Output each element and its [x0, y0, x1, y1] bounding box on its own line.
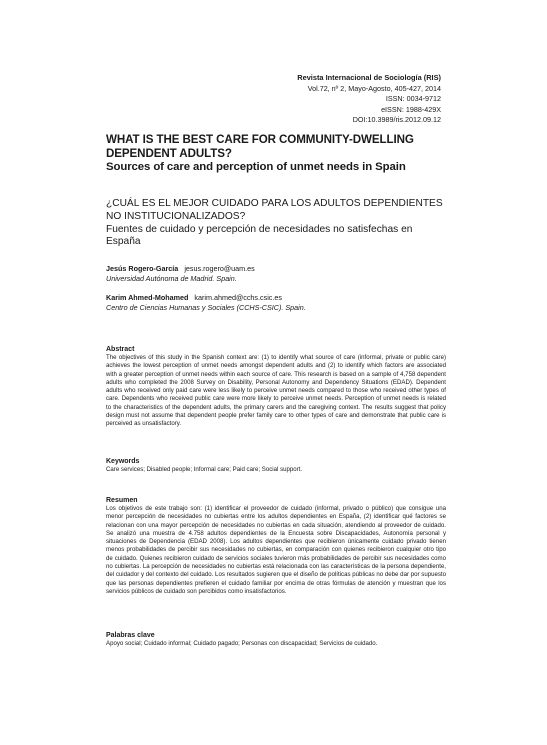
author-name: Jesús Rogero-García	[106, 264, 179, 273]
journal-eissn: eISSN: 1988-429X	[381, 104, 441, 114]
title-main: WHAT IS THE BEST CARE FOR COMMUNITY-DWELLING DEPENDENT ADULTS?	[106, 133, 414, 160]
palabras-clave-section	[106, 631, 446, 648]
abstract-heading: Abstract	[106, 346, 135, 353]
palabras-clave-text: Apoyo social; Cuidado informal; Cuidado pagado; Personas con discapacidad; Servicios de cuidado.	[106, 640, 378, 647]
author-2	[106, 293, 446, 303]
author-1	[106, 264, 446, 274]
palabras-clave-heading: Palabras clave	[106, 632, 155, 639]
journal-header	[297, 73, 441, 126]
author-affiliation: Centro de Ciencias Humanas y Sociales (CCHS-CSIC). Spain.	[106, 303, 306, 312]
author-name: Karim Ahmed-Mohamed	[106, 293, 189, 302]
journal-name: Revista Internacional de Sociología (RIS)	[297, 73, 441, 82]
author-email[interactable]: karim.ahmed@cchs.csic.es	[194, 293, 282, 302]
author-email[interactable]: jesus.rogero@uam.es	[184, 264, 255, 273]
journal-volume: Vol.72, nº 2, Mayo-Agosto, 405-427, 2014	[307, 83, 441, 93]
keywords-text: Care services; Disabled people; Informal care; Paid care; Social support.	[106, 466, 303, 473]
resumen-text: Los objetivos de este trabajo son: (1) identificar el proveedor de cuidado (informal, privado o público) que consigue una menor percepción de necesidades no cubiertas entre los adultos dependientes en España, (2) identificar qué factores se relacionan con una mayor percepción de necesidades no cubiertas en cada situación, atendiendo al proveedor de cuidado. Se analizó una muestra de 4.758 adultos dependientes de la Encuesta sobre Discapacidades, Autonomía personal y situaciones de Dependencia (EDAD 2008). Los adultos dependientes que recibieron únicamente cuidado privado tienen menos probabilidades de percibir sus necesidades no cubiertas, en comparación con quienes recibieron cualquier otro tipo de cuidado. Quienes recibieron cuidado de servicios sociales tuvieron más probabilidades de percibir sus necesidades como no cubiertas. La percepción de necesidades no cubiertas está relacionada con las características de la persona dependiente, del cuidador y del contexto del cuidado. Los resultados sugieren que el diseño de políticas públicas no debe dar por supuesto que las personas dependientes prefieren el cuidado familiar por encima de otras fórmulas de atención y muestran que los servicios públicos de cuidado son percibidos como insatisfactorios.	[106, 505, 446, 595]
author-affiliation: Universidad Autónoma de Madrid. Spain.	[106, 274, 237, 283]
abstract-text: The objectives of this study in the Spanish context are: (1) to identify what source of care (informal, private or public care) achieves the lowest perception of unmet needs amongst dependent adults and (2) to identify which factors are associated with a greater perception of unmet needs within each source of care. This research is based on a sample of 4,758 dependent adults who completed the 2008 Survey on Disability, Personal Autonomy and Dependency Situations (EDAD). Dependent adults who received only paid care were less likely to perceive unmet needs compared to those who received other types of care. Dependents who received public care were more likely to perceive unmet needs. Perception of unmet needs is related to the characteristics of the dependent adults, the primary carers and the caregiving context. The results suggest that policy design must not assume that dependent people prefer family care to other types of care and demonstrate that public care is perceived as unsatisfactory.	[106, 354, 446, 428]
title-subtitle: Sources of care and perception of unmet needs in Spain	[106, 160, 406, 173]
titulo-subtitle: Fuentes de cuidado y percepción de necesidades no satisfechas en España	[106, 223, 413, 248]
resumen-section	[106, 496, 446, 596]
resumen-heading: Resumen	[106, 497, 138, 504]
journal-issn: ISSN: 0034-9712	[385, 94, 441, 104]
journal-doi: DOI:10.3989/ris.2012.09.12	[352, 115, 441, 125]
keywords-heading: Keywords	[106, 458, 140, 465]
titulo-main: ¿CUÁL ES EL MEJOR CUIDADO PARA LOS ADULTOS DEPENDIENTES NO INSTITUCIONALIZADOS?	[106, 198, 443, 222]
title-spanish	[106, 198, 446, 249]
author-block	[106, 264, 446, 322]
title-english	[106, 133, 446, 174]
keywords-section	[106, 457, 446, 474]
abstract-section	[106, 345, 446, 429]
